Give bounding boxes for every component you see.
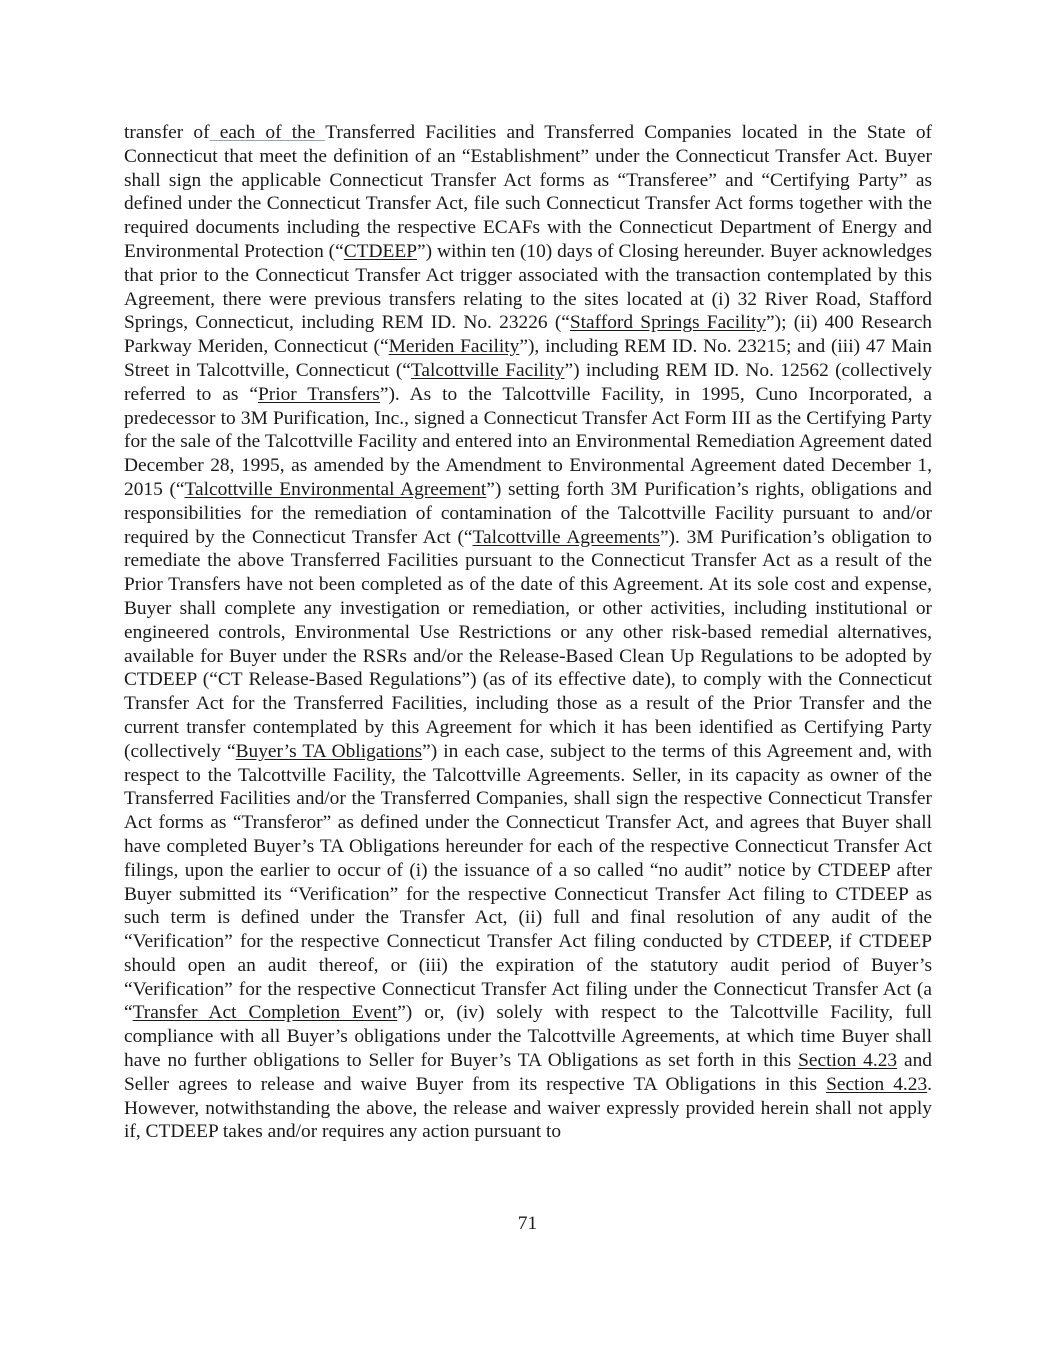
underlined-term: Talcottville Facility — [410, 359, 565, 381]
underlined-term: Transfer Act Completion Event — [132, 1002, 398, 1024]
underlined-term: Talcottville Agreements — [472, 526, 660, 548]
underlined-term: Talcottville Environmental Agreement — [184, 478, 487, 500]
text-segment: ”). 3M Purification’s obligation to remediate the above Transferred Facilities pursuant to the Connecticut Transfer Act as a result of the Prior Transfers have not been completed as of the date of this Agreement. At its sole cost and expense, Buyer shall complete any investigation or remediation, or other activities, including institutional or engineered controls, Environmental Use Restrictions or any other risk-based remedial alternatives, available for Buyer under the RSRs and/or the Release-Based Clean Up Regulations to be adopted by CTDEEP (“CT Release-Based Regulations”) (as of its effective date), to comply with the Connecticut Transfer Act for the Transferred Facilities, including those as a result of the Prior Transfer and the current transfer contemplated by this Agreement for which it has been identified as Certifying Party (collectively “ — [124, 526, 932, 762]
text-segment: ”). As to the Talcottville Facility, in 1995, Cuno Incorporated, a predecessor to 3M Purification, Inc., signed a Connecticut Transfer Act Form III as the Certifying Party for the sale of the Talcottville Facility and entered into an Environmental Remediation Agreement dated December 28, 1995, as amended by the Amendment to Environmental Agreement dated December 1, 2015 (“ — [124, 383, 932, 500]
text-segment: transfer of — [124, 122, 210, 143]
text-segment: ”), including REM ID. No. 23215; and (iii) 47 Main Street in Talcottville, Connecticut (“ — [124, 336, 932, 381]
underlined-term: Prior Transfers — [257, 383, 380, 405]
body-paragraph — [124, 121, 932, 1144]
text-segment: and Seller agrees to release and waive Buyer from its respective TA Obligations in this — [124, 1050, 932, 1095]
text-segment: ”) within ten (10) days of Closing hereunder. Buyer acknowledges that prior to the Connecticut Transfer Act trigger associated with the transaction contemplated by this Agreement, there were previous transfers relating to the sites located at (i) 32 River Road, Stafford Springs, Connecticut, including REM ID. No. 23226 (“ — [124, 240, 932, 334]
text-segment: ”); (ii) 400 Research Parkway Meriden, Connecticut (“ — [124, 312, 933, 358]
text-segment: ”) including REM ID. No. 12562 (collectively referred to as “ — [124, 359, 932, 405]
underlined-term: Section 4.23 — [826, 1073, 928, 1095]
underlined-term: Section 4.23 — [798, 1050, 898, 1072]
underlined-term: CTDEEP — [343, 240, 418, 262]
page-number: 71 — [517, 1213, 538, 1234]
underlined-term: Meriden Facility — [388, 336, 520, 358]
text-segment: ”) or, (iv) solely with respect to the Talcottville Facility, full compliance with all Buyer’s obligations under the Talcottville Agreements, at which time Buyer shall have no further obligations to Seller for Buyer’s TA Obligations as set forth in this — [124, 1002, 932, 1072]
underlined-term: each of the — [209, 122, 326, 143]
underlined-term: Stafford Springs Facility — [569, 312, 767, 334]
underlined-term: Buyer’s TA Obligations — [235, 740, 423, 762]
text-segment: ”) setting forth 3M Purification’s rights, obligations and responsibilities for the remediation of contamination of the Talcottville Facility pursuant to and/or required by the Connecticut Transfer Act (“ — [124, 478, 932, 548]
text-segment: Transferred Facilities and Transferred Companies located in the State of Connecticut that meet the definition of an “Establishment” under the Connecticut Transfer Act. Buyer shall sign the applicable Connecticut Transfer Act forms as “Transferee” and “Certifying Party” as defined under the Connecticut Transfer Act, file such Connecticut Transfer Act forms together with the required documents including the respective ECAFs with the Connecticut Department of Energy and Environmental Protection (“ — [124, 122, 932, 262]
text-segment: . However, notwithstanding the above, the release and waiver expressly provided herein shall not apply if, CTDEEP takes and/or requires any action pursuant to — [124, 1073, 932, 1143]
text-segment: ”) in each case, subject to the terms of this Agreement and, with respect to the Talcottville Facility, the Talcottville Agreements. Seller, in its capacity as owner of the Transferred Facilities and/or the Transferred Companies, shall sign the respective Connecticut Transfer Act forms as “Transferor” as defined under the Connecticut Transfer Act, and agrees that Buyer shall have completed Buyer’s TA Obligations hereunder for each of the respective Connecticut Transfer Act filings, upon the earlier to occur of (i) the issuance of a so called “no audit” notice by CTDEEP after Buyer submitted its “Verification” for the respective Connecticut Transfer Act filing to CTDEEP as such term is defined under the Transfer Act, (ii) full and final resolution of any audit of the “Verification” for the respective Connecticut Transfer Act filing conducted by CTDEEP, if CTDEEP should open an audit thereof, or (iii) the expiration of the statutory audit period of Buyer’s “Verification” for the respective Connecticut Transfer Act filing under the Connecticut Transfer Act (a “ — [124, 740, 932, 1024]
